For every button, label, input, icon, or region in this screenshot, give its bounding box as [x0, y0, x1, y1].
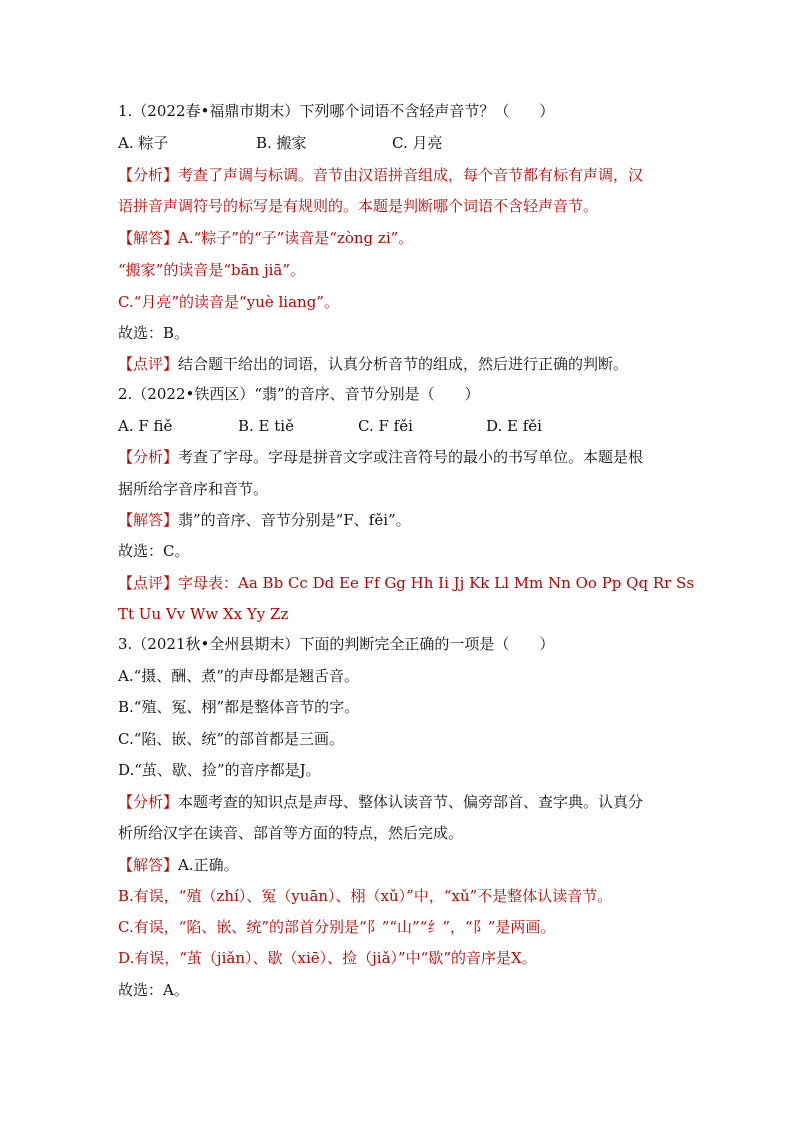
q2-choice: 故选：C。	[118, 542, 190, 560]
q1-option-b: B. 搬家	[256, 134, 307, 152]
q3-choice: 故选：A。	[118, 981, 189, 999]
q2-option-a: A. F fiě	[118, 417, 173, 435]
q1-comment-line	[118, 354, 628, 374]
q2-option-c: C. F fěi	[358, 417, 413, 435]
q3-option-b: B.“殖、冤、栩”都是整体音节的字。	[118, 698, 360, 716]
q2-option-b: B. E tiě	[238, 417, 294, 435]
q3-answer-line-3: C.有误，“陷、嵌、统”的部首分别是“阝”“山”“纟”，“阝”是两画。	[118, 918, 556, 936]
q3-stem: 3.（2021秋•全州县期末）下面的判断完全正确的一项是（ ）	[118, 635, 555, 653]
q1-answer-line-2: “搬家”的读音是“bān jiā”。	[118, 261, 306, 279]
q2-analysis-line-1	[118, 447, 643, 467]
analysis-tag: 【分析】	[118, 448, 179, 466]
q3-answer-line-2: B.有误，“殖（zhí）、冤（yuān）、栩（xǔ）”中，“xǔ”不是整体认读音节。	[118, 887, 613, 905]
q1-answer-text-1: A.“粽子”的“子”读音是“zòng zi”。	[178, 229, 414, 247]
q3-analysis-text-1: 本题考查的知识点是声母、整体认读音节、偏旁部首、查字典。认真分	[178, 793, 644, 811]
answer-tag: 【解答】	[118, 856, 179, 874]
q2-stem: 2.（2022•铁西区）“翡”的音序、音节分别是（ ）	[118, 385, 480, 403]
q2-options	[118, 416, 542, 436]
q3-option-c: C.“陷、嵌、统”的部首都是三画。	[118, 730, 345, 748]
q1-stem: 1.（2022春•福鼎市期末）下列哪个词语不含轻声音节？（ ）	[118, 102, 555, 120]
q2-comment-line-2: Tt Uu Vv Ww Xx Yy Zz	[118, 605, 289, 623]
q3-answer-text-1: A.正确。	[178, 856, 239, 874]
q1-analysis-line-1	[118, 165, 643, 185]
q3-answer-line-1	[118, 855, 239, 875]
q3-answer-line-4: D.有误，“茧（jiǎn）、歇（xiē）、捡（jiǎ）”中“歇”的音序是X。	[118, 949, 537, 967]
q1-option-c: C. 月亮	[392, 134, 443, 152]
q3-option-a: A.“摄、酬、煮”的声母都是翘舌音。	[118, 667, 359, 685]
analysis-tag: 【分析】	[118, 166, 179, 184]
q1-answer-line-3: C.“月亮”的读音是“yuè liang”。	[118, 293, 339, 311]
comment-tag: 【点评】	[118, 355, 179, 373]
q1-analysis-line-2: 语拼音声调符号的标写是有规则的。本题是判断哪个词语不含轻声音节。	[118, 197, 599, 215]
q2-answer-text-1: 翡”的音序、音节分别是“F、fěi”。	[178, 511, 411, 529]
q1-choice: 故选：B。	[118, 324, 190, 342]
q2-answer-line-1	[118, 510, 411, 530]
q1-analysis-text-1: 考查了声调与标调。音节由汉语拼音组成，每个音节都有标有声调，汉	[178, 166, 644, 184]
q1-options	[118, 133, 442, 153]
q2-option-d: D. E fěi	[486, 417, 542, 435]
q1-answer-line-1	[118, 228, 413, 248]
answer-tag: 【解答】	[118, 229, 179, 247]
q3-option-d: D.“茧、歇、捡”的音序都是J。	[118, 761, 321, 779]
comment-tag: 【点评】	[118, 574, 179, 592]
q1-comment-text: 结合题干给出的词语，认真分析音节的组成，然后进行正确的判断。	[178, 355, 629, 373]
q2-comment-line-1	[118, 573, 694, 593]
q3-analysis-line-2: 析所给汉字在读音、部首等方面的特点，然后完成。	[118, 824, 464, 842]
q2-analysis-line-2: 据所给字音序和音节。	[118, 480, 269, 498]
analysis-tag: 【分析】	[118, 793, 179, 811]
answer-tag: 【解答】	[118, 511, 179, 529]
q2-analysis-text-1: 考查了字母。字母是拼音文字或注音符号的最小的书写单位。本题是根	[178, 448, 644, 466]
q3-analysis-line-1	[118, 792, 643, 812]
q2-comment-text-1: 字母表：Aa Bb Cc Dd Ee Ff Gg Hh Ii Jj Kk Ll Mm Nn Oo Pp Qq Rr Ss	[178, 574, 695, 592]
q1-option-a: A. 粽子	[118, 134, 169, 152]
